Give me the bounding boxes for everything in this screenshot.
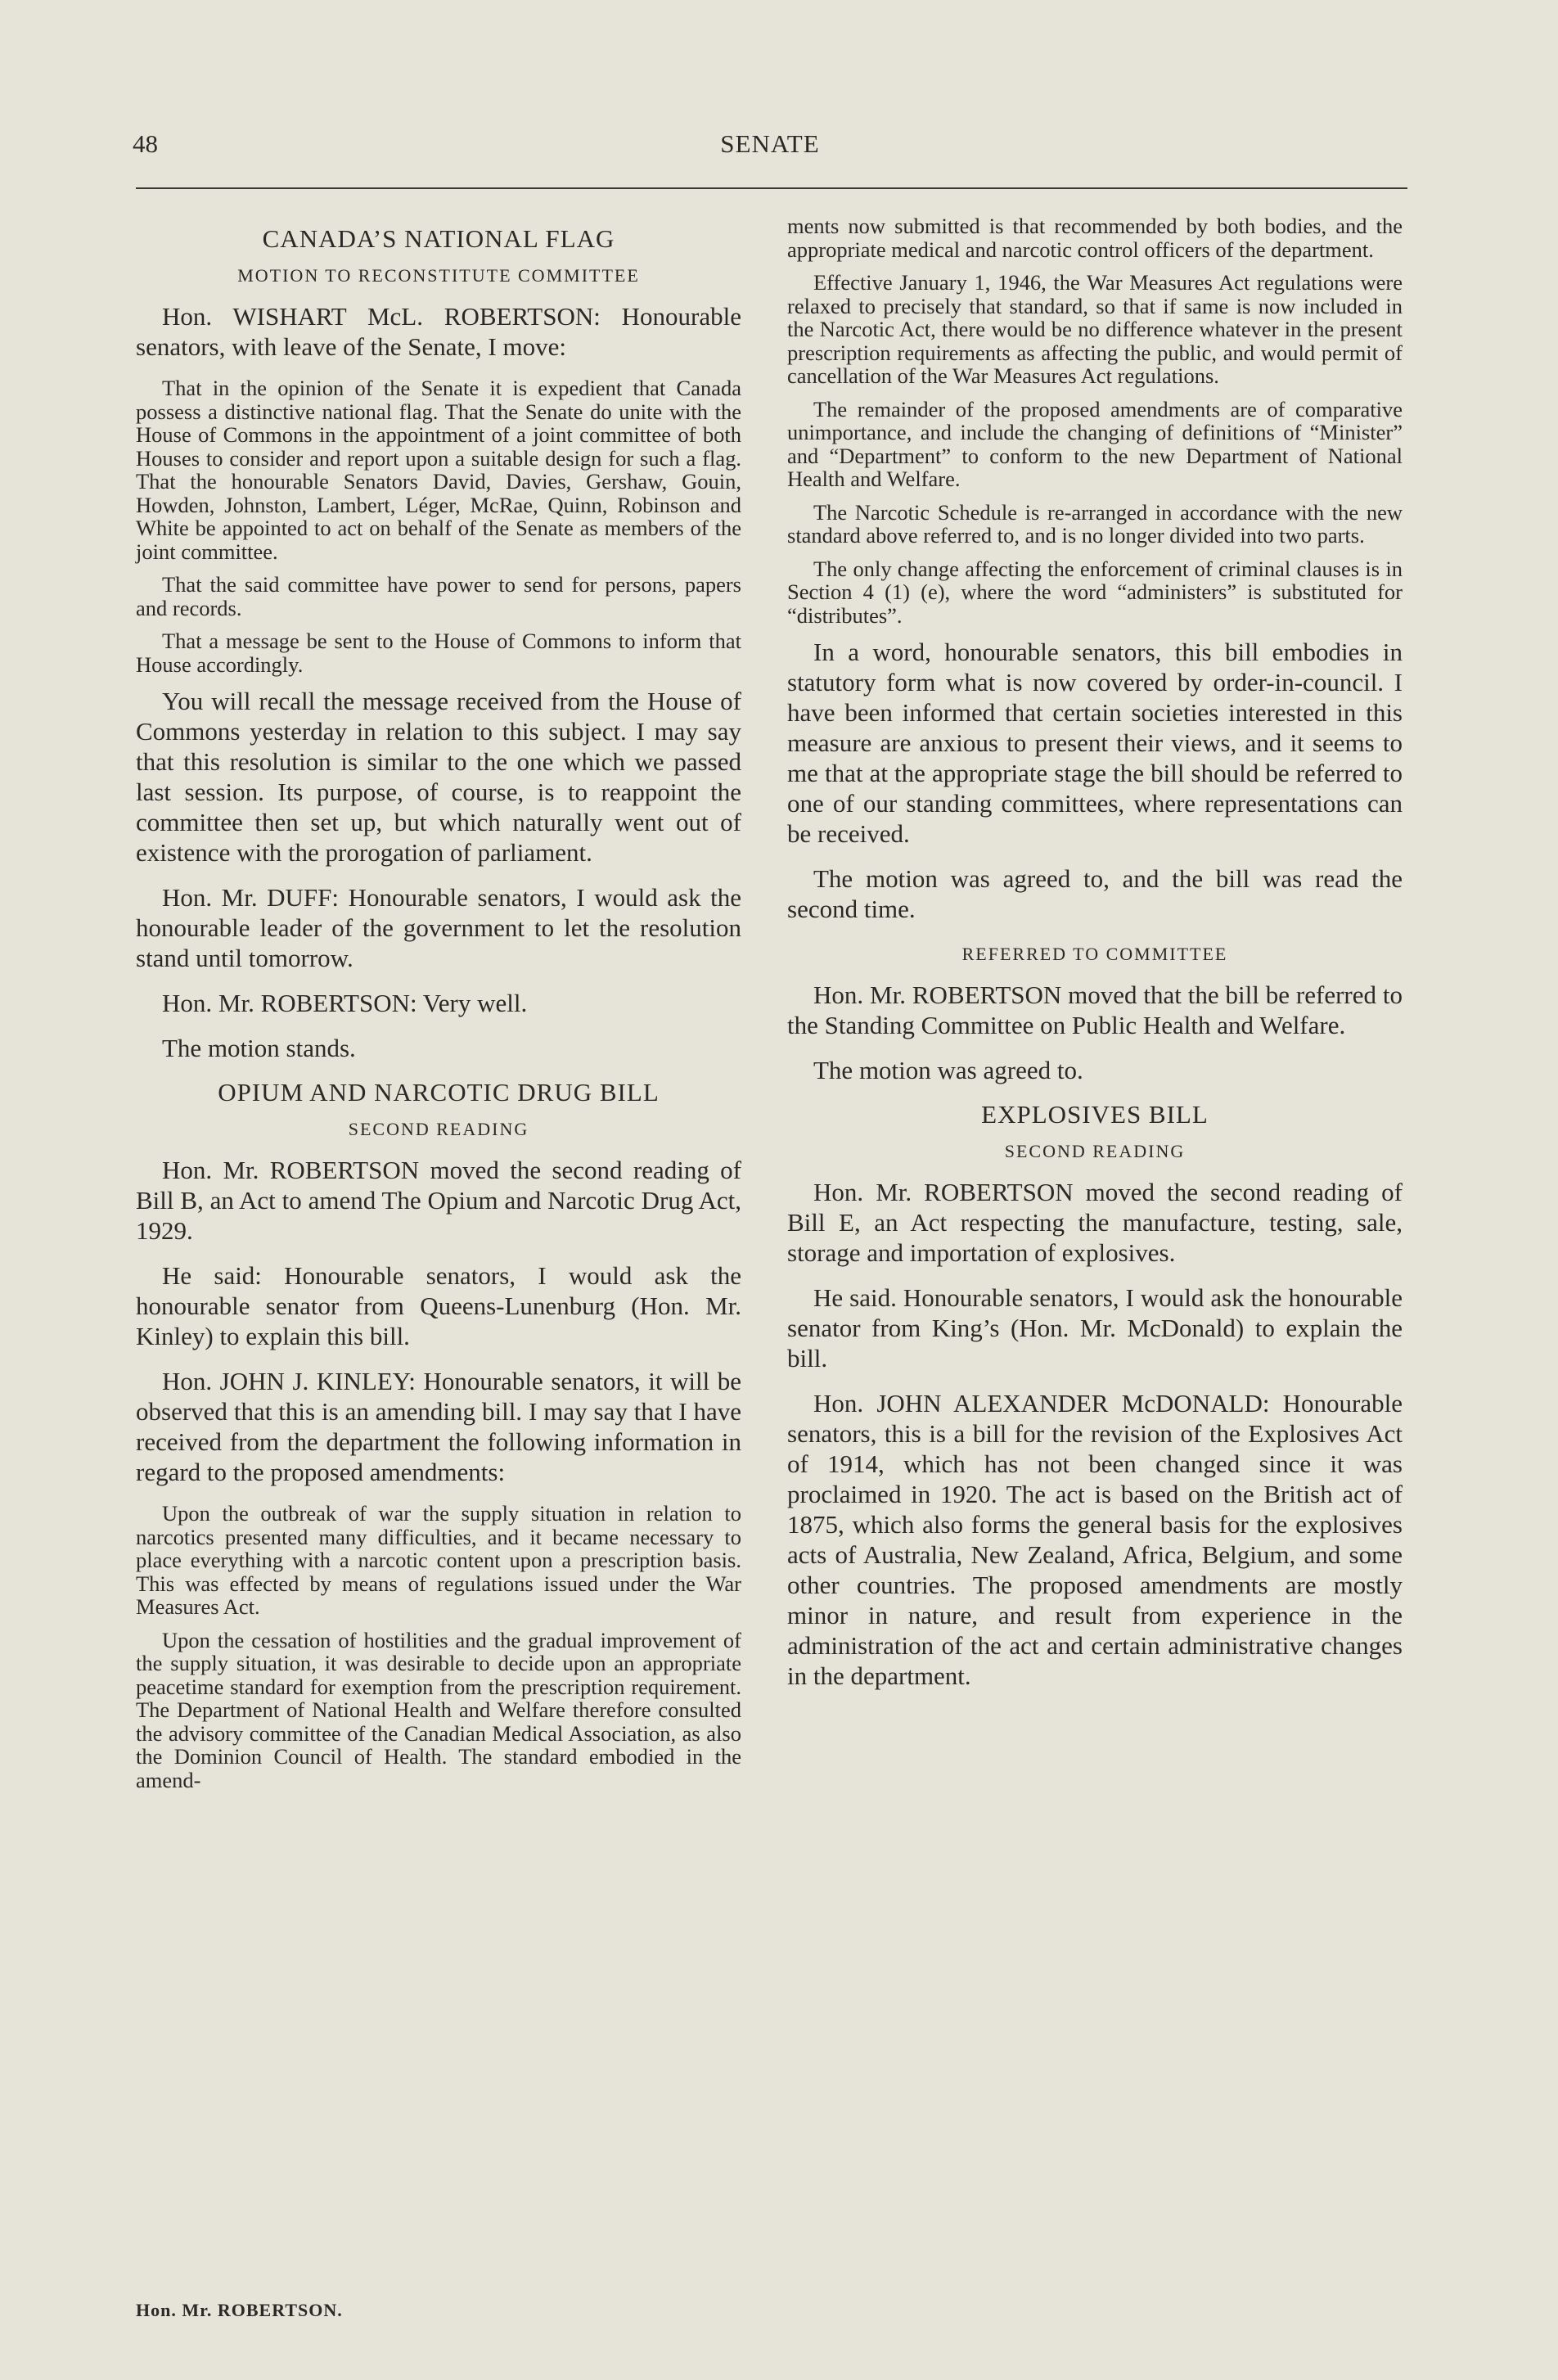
section-heading-flag: CANADA’S NATIONAL FLAG [262, 224, 615, 253]
paragraph: Hon. Mr. ROBERTSON moved the second reading of Bill B, an Act to amend The Opium and Narcotic Drug Act, 1929. [136, 1156, 741, 1245]
header-rule [136, 187, 1407, 189]
page-number: 48 [133, 129, 158, 158]
paragraph: Hon. JOHN ALEXANDER McDONALD: Honourable senators, this is a bill for the revision of the Explosives Act of 1914, which has not been changed since it was proclaimed in 1920. The act is based on the British act of 1875, which also forms the general basis for the explosives acts of Australia, New Zealand, Africa, Belgium, and some other countries. The proposed amendments are mostly minor in nature, and result from experience in the administration of the act and certain administrative changes in the department. [787, 1389, 1403, 1690]
quoted-information: Effective January 1, 1946, the War Measures Act regulations were relaxed to precisely that standard, so that if same is now included in the Narcotic Act, there would be no difference whatever in the present prescription requirements as affecting the public, and would permit of cancellation of the War Measures Act regulations. [787, 270, 1403, 388]
quoted-information: Upon the cessation of hostilities and the gradual improvement of the supply situation, it was desirable to decide upon an appropriate peacetime standard for exemption from the prescription requirement. The Department of National Health and Welfare therefore consulted the advisory committee of the Canadian Medical Association, as also the Dominion Council of Health. The standard embodied in the amend- [136, 1627, 741, 1792]
paragraph: Hon. Mr. ROBERTSON moved that the bill be referred to the Standing Committee on Public Health and Welfare. [787, 980, 1403, 1039]
running-title: SENATE [720, 129, 820, 158]
quoted-information: Upon the outbreak of war the supply situation in relation to narcotics presented many difficulties, and it became necessary to place everything with a narcotic content upon a prescription basis. This was effected by means of regulations issued under the War Measures Act. [136, 1501, 741, 1619]
paragraph: He said: Honourable senators, I would ask the honourable senator from Queens-Lunenburg (Hon. Mr. Kinley) to explain this bill. [136, 1261, 741, 1350]
paragraph: The motion was agreed to, and the bill was read the second time. [787, 864, 1403, 923]
paragraph: The motion was agreed to. [813, 1056, 1083, 1084]
quoted-information: The remainder of the proposed amendments are of comparative unimportance, and include the changing of definitions of “Minister” and “Department” to conform to the new Department of National Health and Welfare. [787, 396, 1403, 491]
quoted-information: ments now submitted is that recommended by both bodies, and the appropriate medical and narcotic control officers of the department. [787, 214, 1403, 262]
subheading-second-reading: SECOND READING [348, 1119, 529, 1139]
left-column [136, 214, 741, 1801]
paragraph: He said. Honourable senators, I would ask the honourable senator from King’s (Hon. Mr. McDonald) to explain the bill. [787, 1283, 1403, 1373]
quoted-information: The Narcotic Schedule is re-arranged in accordance with the new standard above referred to, and is no longer divided into two parts. [787, 499, 1403, 548]
paragraph: Hon. Mr. DUFF: Honourable senators, I would ask the honourable leader of the government to let the resolution stand until tomorrow. [136, 883, 741, 972]
quoted-motion: That a message be sent to the House of Commons to inform that House accordingly. [136, 629, 741, 677]
subheading-motion: MOTION TO RECONSTITUTE COMMITTEE [237, 265, 640, 286]
section-heading-opium-bill: OPIUM AND NARCOTIC DRUG BILL [218, 1078, 660, 1107]
subheading-referred: REFERRED TO COMMITTEE [961, 944, 1228, 964]
paragraph: Hon. WISHART McL. ROBERTSON: Honourable senators, with leave of the Senate, I move: [136, 302, 741, 361]
paragraph: Hon. Mr. ROBERTSON: Very well. [162, 989, 528, 1017]
quoted-information: The only change affecting the enforcement of criminal clauses is in Section 4 (1) (e), where the word “administers” is substituted for “distributes”. [787, 556, 1403, 628]
footer-speaker-name: Hon. Mr. ROBERTSON. [136, 2300, 343, 2320]
paragraph: Hon. JOHN J. KINLEY: Honourable senators, it will be observed that this is an amending bill. I may say that I have received from the department the following information in regard to the proposed amendments: [136, 1367, 741, 1486]
quoted-motion: That in the opinion of the Senate it is expedient that Canada possess a distinctive national flag. That the Senate do unite with the House of Commons in the appointment of a joint committee of both Houses to consider and report upon a suitable design for such a flag. That the honourable Senators David, Davies, Gershaw, Gouin, Howden, Johnston, Lambert, Léger, McRae, Quinn, Robinson and White be appointed to act on behalf of the Senate as members of the joint committee. [136, 376, 741, 564]
quoted-motion: That the said committee have power to send for persons, papers and records. [136, 572, 741, 620]
paragraph: Hon. Mr. ROBERTSON moved the second reading of Bill E, an Act respecting the manufacture, testing, sale, storage and importation of explosives. [787, 1178, 1403, 1267]
paragraph: The motion stands. [162, 1034, 356, 1062]
right-column [787, 214, 1403, 1706]
section-heading-explosives-bill: EXPLOSIVES BILL [981, 1100, 1209, 1129]
paragraph: You will recall the message received from the House of Commons yesterday in relation to this subject. I may say that this resolution is similar to the one which we passed last session. Its purpose, of course, is to reappoint the committee then set up, but which naturally went out of existence with the prorogation of parliament. [136, 687, 741, 867]
subheading-second-reading: SECOND READING [1004, 1141, 1186, 1161]
paragraph: In a word, honourable senators, this bill embodies in statutory form what is now covered by order-in-council. I have been informed that certain societies interested in this measure are anxious to present their views, and it seems to me that at the appropriate stage the bill should be referred to one of our standing committees, where representations can be received. [787, 638, 1403, 848]
running-head [133, 129, 1407, 170]
